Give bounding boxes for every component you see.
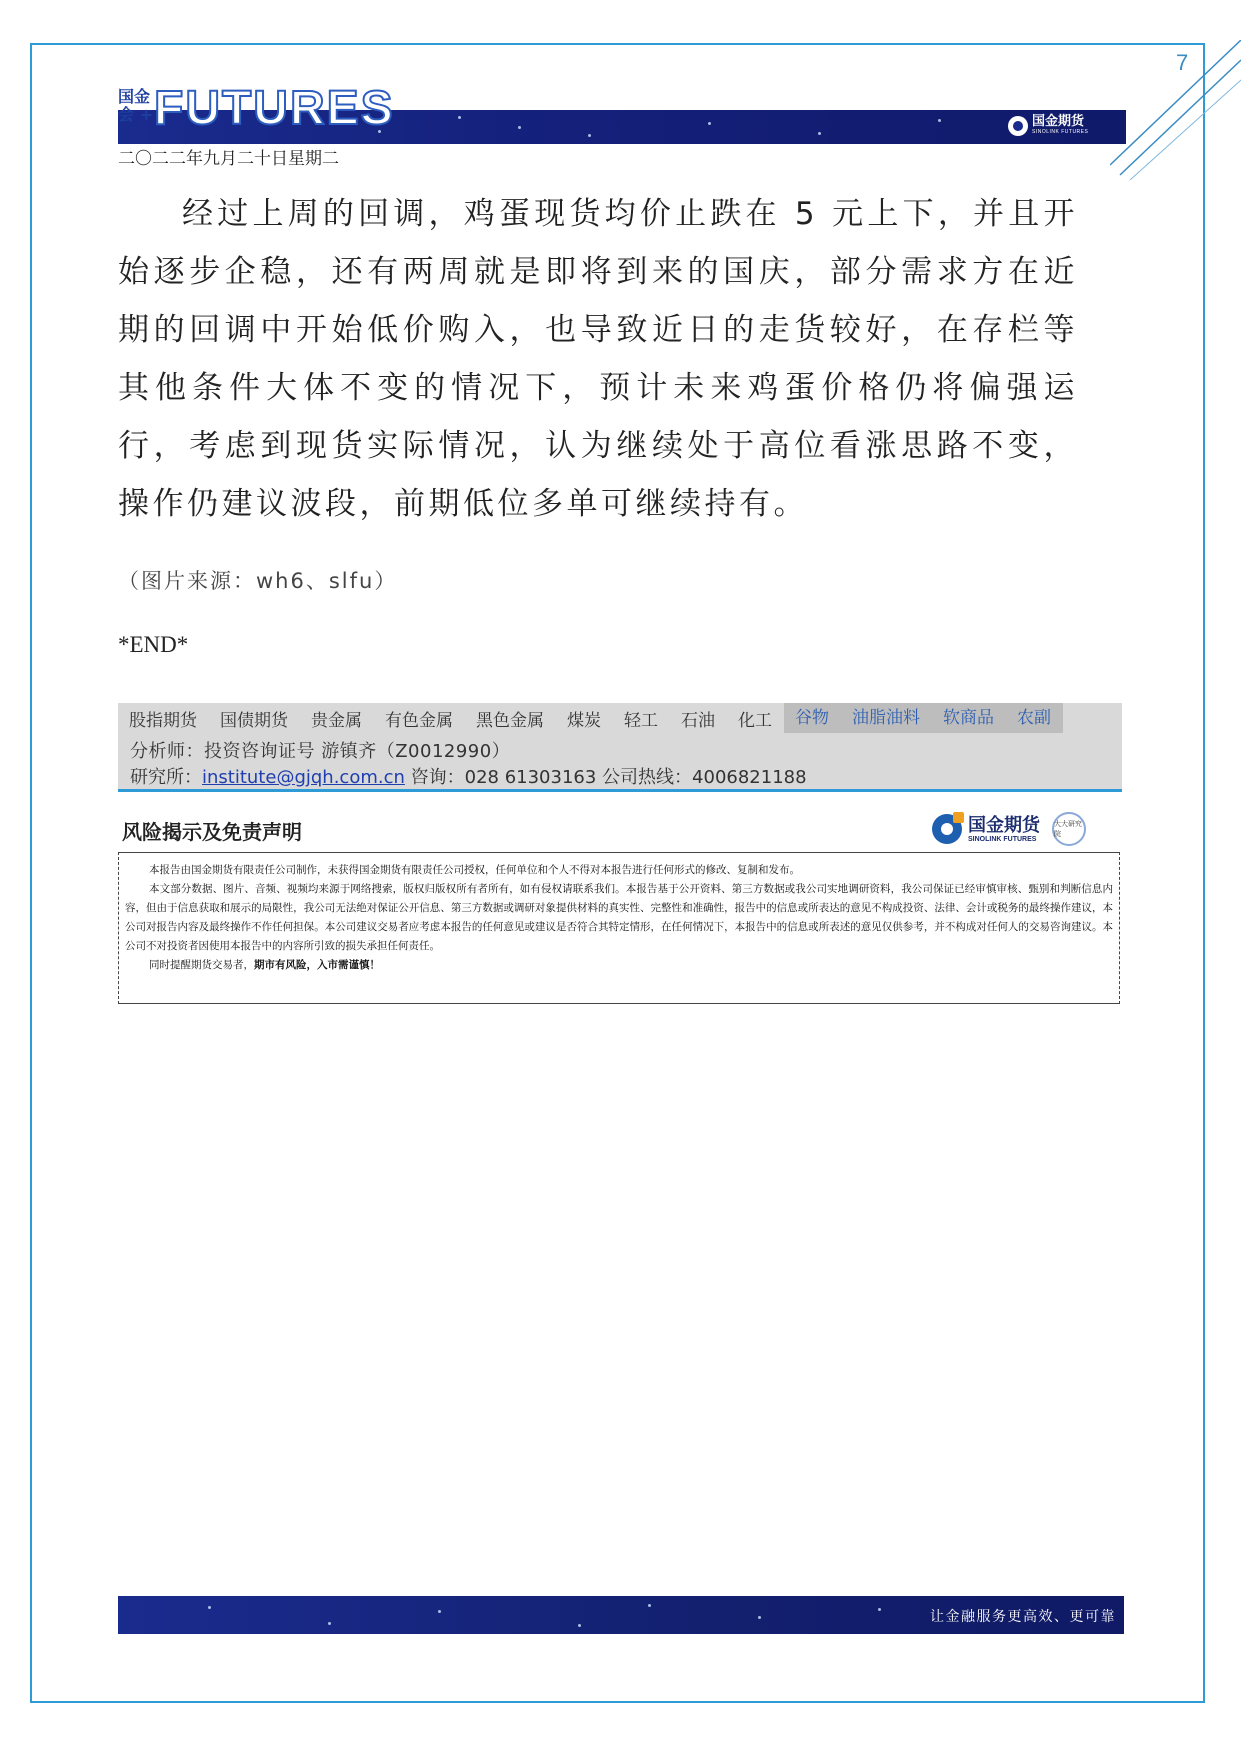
logo-name: 国金期货 [968, 814, 1040, 836]
disclaimer-box [118, 852, 1120, 1004]
logo-icon [1008, 116, 1028, 136]
end-mark: *END* [118, 632, 189, 657]
brand-mark: 国金 会 + [118, 87, 153, 124]
category-tab[interactable]: 煤炭 [567, 710, 601, 731]
category-tab[interactable]: 国债期货 [220, 710, 288, 731]
research-badge-icon: 大大研究院 [1052, 812, 1086, 846]
disclaimer-paragraph-3 [125, 956, 1113, 975]
company-logo [1008, 115, 1088, 136]
disclaimer-paragraph-1: 本报告由国金期货有限责任公司制作，未获得国金期货有限责任公司授权，任何单位和个人不得对本报告进行任何形式的修改、复制和发布。 [149, 864, 800, 876]
category-tab[interactable]: 股指期货 [129, 710, 197, 731]
category-tab[interactable]: 化工 [738, 710, 772, 731]
logo-english: SINOLINK FUTURES [968, 835, 1037, 843]
disclaimer-reminder: 同时提醒期货交易者， [149, 959, 254, 971]
category-tab[interactable]: 贵金属 [311, 710, 362, 731]
report-date: 二〇二二年九月二十日星期二 [118, 149, 339, 169]
category-tab[interactable]: 有色金属 [385, 710, 453, 731]
analyst-info: 分析师：投资咨询证号 游镇齐（Z0012990） [130, 741, 511, 762]
institute-label: 研究所： [130, 767, 202, 788]
disclaimer-logo [932, 812, 1086, 846]
footer-banner [118, 1596, 1124, 1634]
category-tabs [118, 703, 1122, 733]
category-tab[interactable]: 石油 [681, 710, 715, 731]
category-tab[interactable]: 谷物 [784, 703, 841, 733]
brand-futures-wordmark: FUTURES [154, 82, 395, 135]
contact-info [130, 763, 807, 789]
disclaimer-paragraph-2: 本文部分数据、图片、音频、视频均来源于网络搜索，版权归版权所有者所有，如有侵权请联系我们。本报告基于公开资料、第三方数据或我公司实地调研资料，我公司保证已经审慎审核、甄别和判断信息内容，但由于信息获取和展示的局限性，我公司无法绝对保证公开信息、第三方数据或调研对象提供材料的真实性、完整性和准确性，报告中的信息或所表达的意见不构成投资、法律、会计或税务的最终操作建议，本公司对报告内容及最终操作不作任何担保。本公司建议交易者应考虑本报告的任何意见或建议是否符合其特定情形，在任何情况下，本报告中的信息或所表述的意见仅供参考，并不构成对任何人的交易咨询建议。本公司不对投资者因使用本报告中的内容所引致的损失承担任何责任。 [125, 883, 1113, 952]
image-source-note: （图片来源：wh6、slfu） [118, 569, 398, 593]
category-tab[interactable]: 农副 [1006, 703, 1063, 733]
logo-name: 国金期货 [1032, 114, 1085, 129]
disclaimer-title: 风险揭示及免责声明 [122, 820, 302, 844]
footer-slogan: 让金融服务更高效、更可靠 [930, 1609, 1116, 1625]
logo-icon [932, 814, 962, 844]
page-number: 7 [1176, 50, 1189, 75]
body-paragraph: 经过上周的回调，鸡蛋现货均价止跌在 5 元上下，并且开始逐步企稳，还有两周就是即将到来的国庆，部分需求方在近期的回调中开始低价购入，也导致近日的走货较好，在存栏等其他条件大体不变的情况下，预计未来鸡蛋价格仍将偏强运行，考虑到现货实际情况，认为继续处于高位看涨思路不变，操作仍建议波段，前期低位多单可继续持有。 [118, 196, 1078, 522]
category-tab[interactable]: 油脂油料 [841, 703, 932, 733]
logo-english: SINOLINK FUTURES [1032, 129, 1089, 135]
institute-email-link[interactable]: institute@gjqh.com.cn [202, 767, 405, 788]
category-tab[interactable]: 轻工 [624, 710, 658, 731]
consult-hotline: 咨询：028 61303163 公司热线：4006821188 [404, 767, 807, 788]
category-tab[interactable]: 软商品 [932, 703, 1006, 733]
risk-warning: 期市有风险，入市需谨慎！ [254, 959, 380, 971]
category-tab[interactable]: 黑色金属 [476, 710, 544, 731]
category-bar [118, 703, 1122, 792]
